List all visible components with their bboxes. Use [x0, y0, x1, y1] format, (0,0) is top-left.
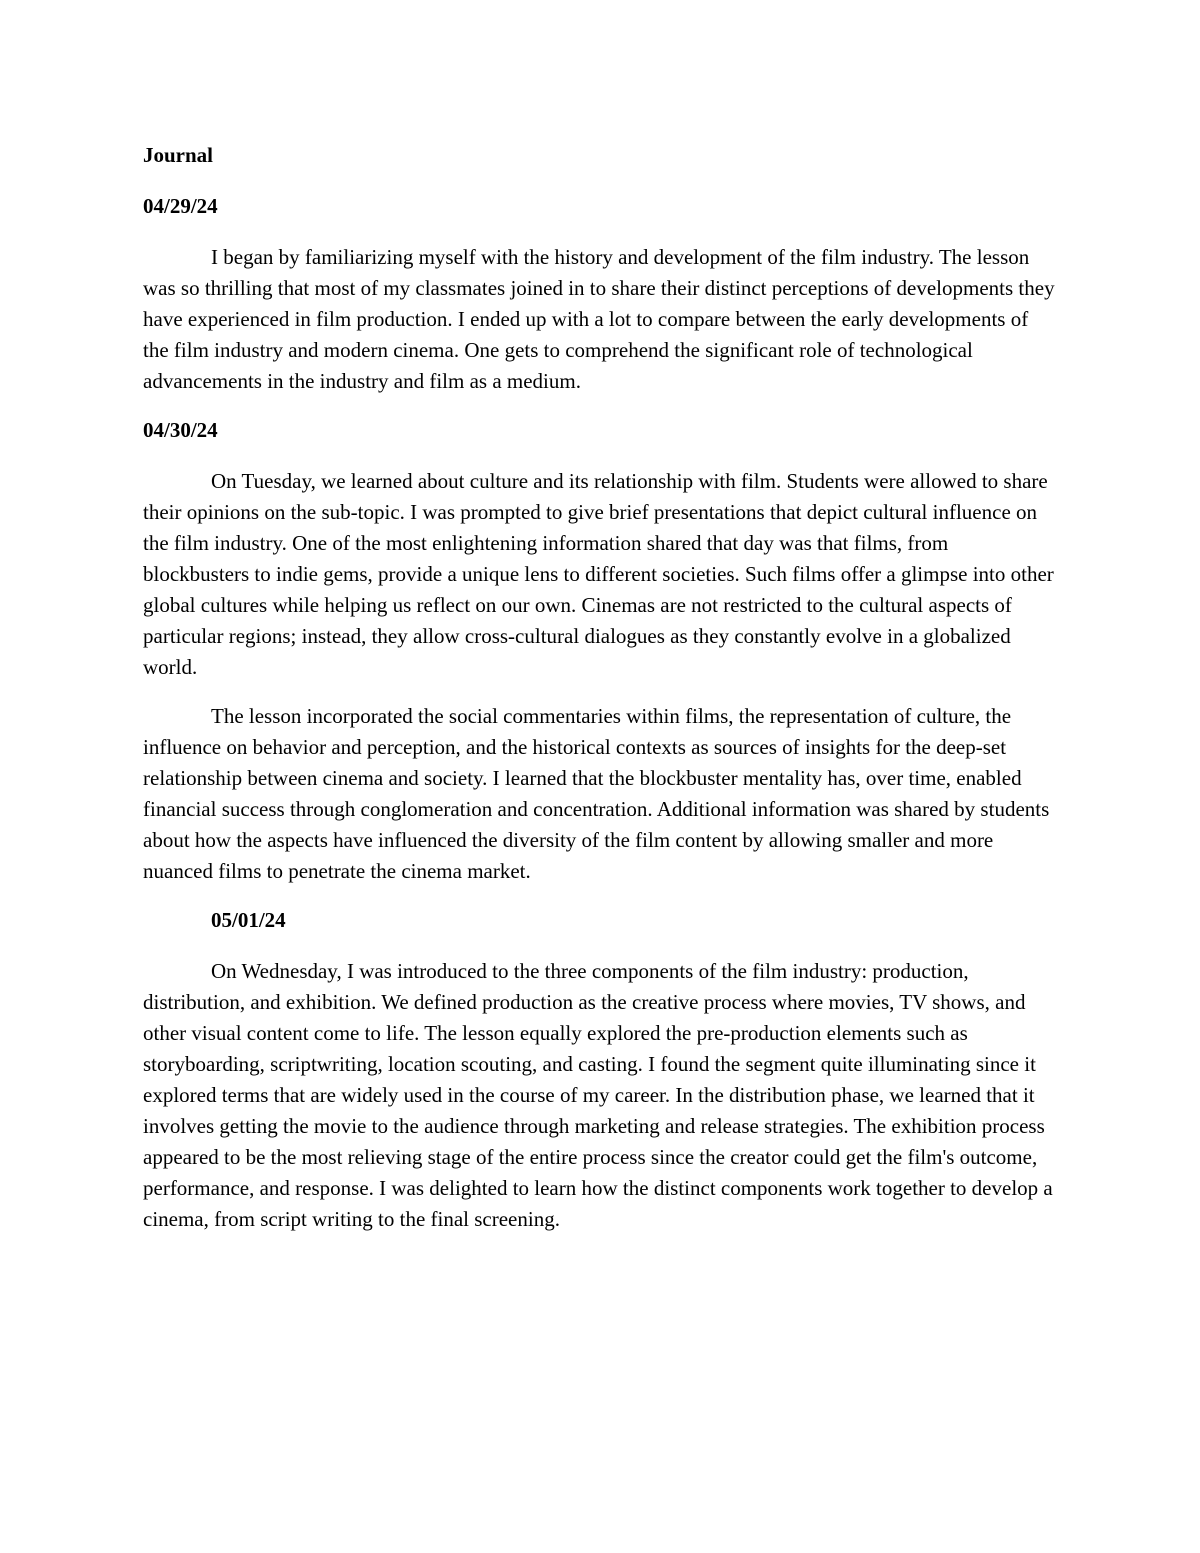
journal-entry-04-29-24 [143, 191, 1057, 397]
entry-date: 04/29/24 [143, 194, 218, 218]
journal-entry-04-30-24 [143, 415, 1057, 887]
entry-date: 05/01/24 [211, 908, 286, 932]
journal-entry-05-01-24 [143, 905, 1057, 1235]
document-title: Journal [143, 143, 214, 167]
entry-paragraph: The lesson incorporated the social commentaries within films, the representation of culture, the influence on behavior and perception, and the historical contexts as sources of insights for the deep-set relationship between cinema and society. I learned that the blockbuster mentality has, over time, enabled financial success through conglomeration and concentration. Additional information was shared by students about how the aspects have influenced the diversity of the film content by allowing smaller and more nuanced films to penetrate the cinema market. [143, 704, 1050, 883]
entry-paragraph: On Tuesday, we learned about culture and its relationship with film. Students were allowed to share their opinions on the sub-topic. I was prompted to give brief presentations that depict cultural influence on the film industry. One of the most enlightening information shared that day was that films, from blockbusters to indie gems, provide a unique lens to different societies. Such films offer a glimpse into other global cultures while helping us reflect on our own. Cinemas are not restricted to the cultural aspects of particular regions; instead, they allow cross-cultural dialogues as they constantly evolve in a globalized world. [143, 469, 1054, 679]
entry-date: 04/30/24 [143, 418, 218, 442]
entry-paragraph: I began by familiarizing myself with the history and development of the film industry. The lesson was so thrilling that most of my classmates joined in to share their distinct perceptions of developments they have experienced in film production. I ended up with a lot to compare between the early developments of the film industry and modern cinema. One gets to comprehend the significant role of technological advancements in the industry and film as a medium. [143, 245, 1055, 393]
entry-paragraph: On Wednesday, I was introduced to the three components of the film industry: production, distribution, and exhibition. We defined production as the creative process where movies, TV shows, and other visual content come to life. The lesson equally explored the pre-production elements such as storyboarding, scriptwriting, location scouting, and casting. I found the segment quite illuminating since it explored terms that are widely used in the course of my career. In the distribution phase, we learned that it involves getting the movie to the audience through marketing and release strategies. The exhibition process appeared to be the most relieving stage of the entire process since the creator could get the film's outcome, performance, and response. I was delighted to learn how the distinct components work together to develop a cinema, from script writing to the final screening. [143, 959, 1053, 1231]
